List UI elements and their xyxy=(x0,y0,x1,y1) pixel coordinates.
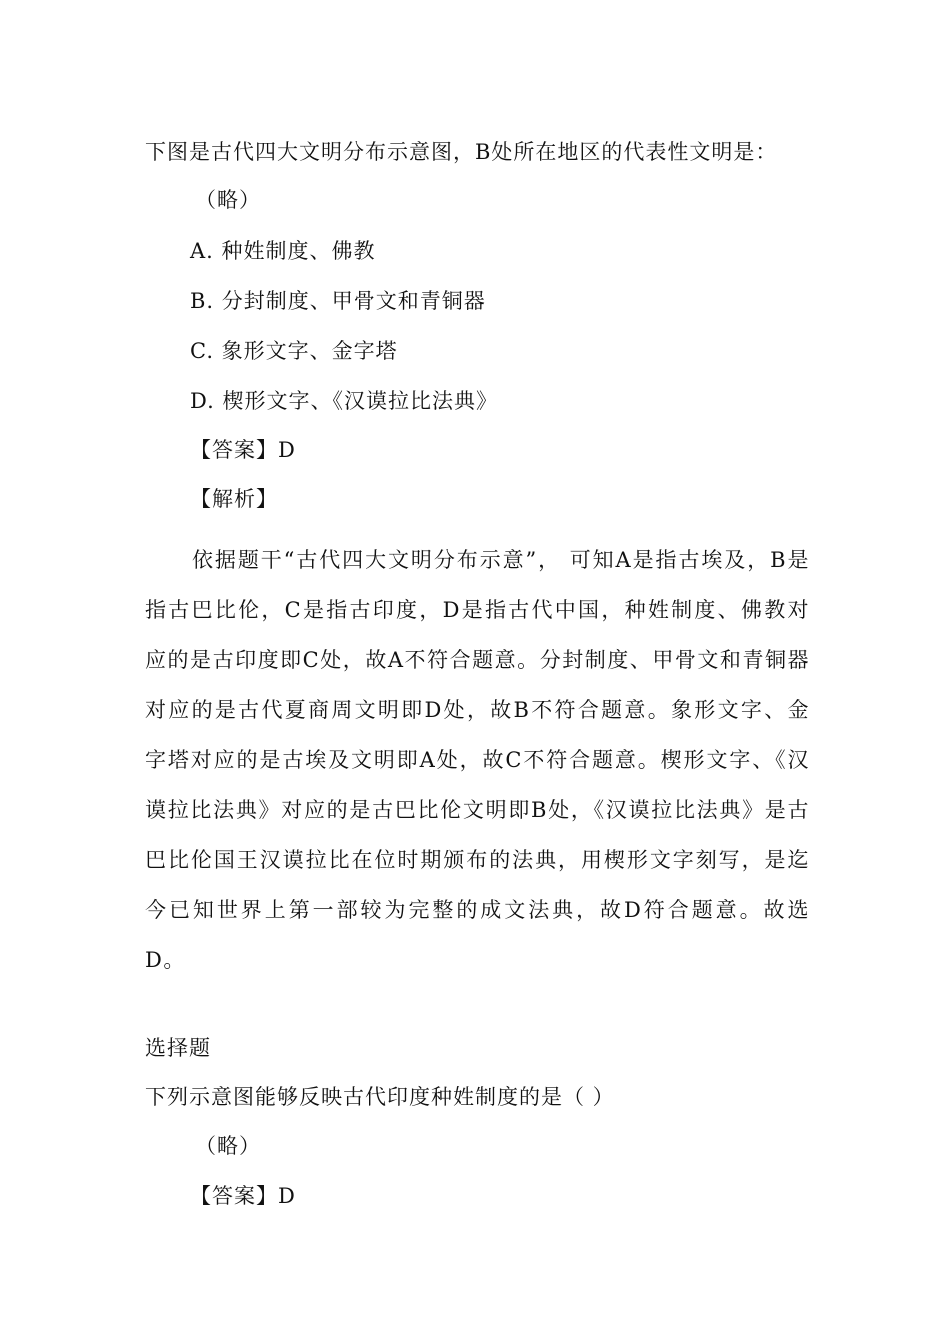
question-1-analysis-text: 依据题干“古代四大文明分布示意”， 可知A是指古埃及，B是指古巴比伦，C是指古印度，D是指古代中国，种姓制度、佛教对应的是古印度即C处，故A不符合题意。分封制度、甲骨文和青铜器对应的是古代夏商周文明即D处，故B不符合题意。象形文字、金字塔对应的是古埃及文明即A处，故C不符合题意。楔形文字、《汉谟拉比法典》对应的是古巴比伦文明即B处，《汉谟拉比法典》是古巴比伦国王汉谟拉比在位时期颁布的法典，用楔形文字刻写，是迄今已知世界上第一部较为完整的成文法典，故D符合题意。故选D。 xyxy=(145,548,810,972)
question-1-answer: 【答案】D xyxy=(190,438,296,462)
question-1-option-c: C. 象形文字、金字塔 xyxy=(190,339,398,363)
question-2-answer: 【答案】D xyxy=(190,1184,296,1208)
question-2-type-label: 选择题 xyxy=(145,1036,211,1060)
question-1-option-a: A. 种姓制度、佛教 xyxy=(190,239,376,263)
question-1-stem: 下图是古代四大文明分布示意图，B处所在地区的代表性文明是： xyxy=(145,140,778,164)
question-1-analysis-label: 【解析】 xyxy=(190,487,278,511)
question-2-stem: 下列示意图能够反映古代印度种姓制度的是（ ） xyxy=(145,1085,615,1109)
question-2-image-placeholder: （略） xyxy=(195,1134,261,1158)
question-1-option-b: B. 分封制度、甲骨文和青铜器 xyxy=(190,289,486,313)
question-1-image-placeholder: （略） xyxy=(195,188,261,212)
question-1-option-d: D. 楔形文字、《汉谟拉比法典》 xyxy=(190,389,498,413)
